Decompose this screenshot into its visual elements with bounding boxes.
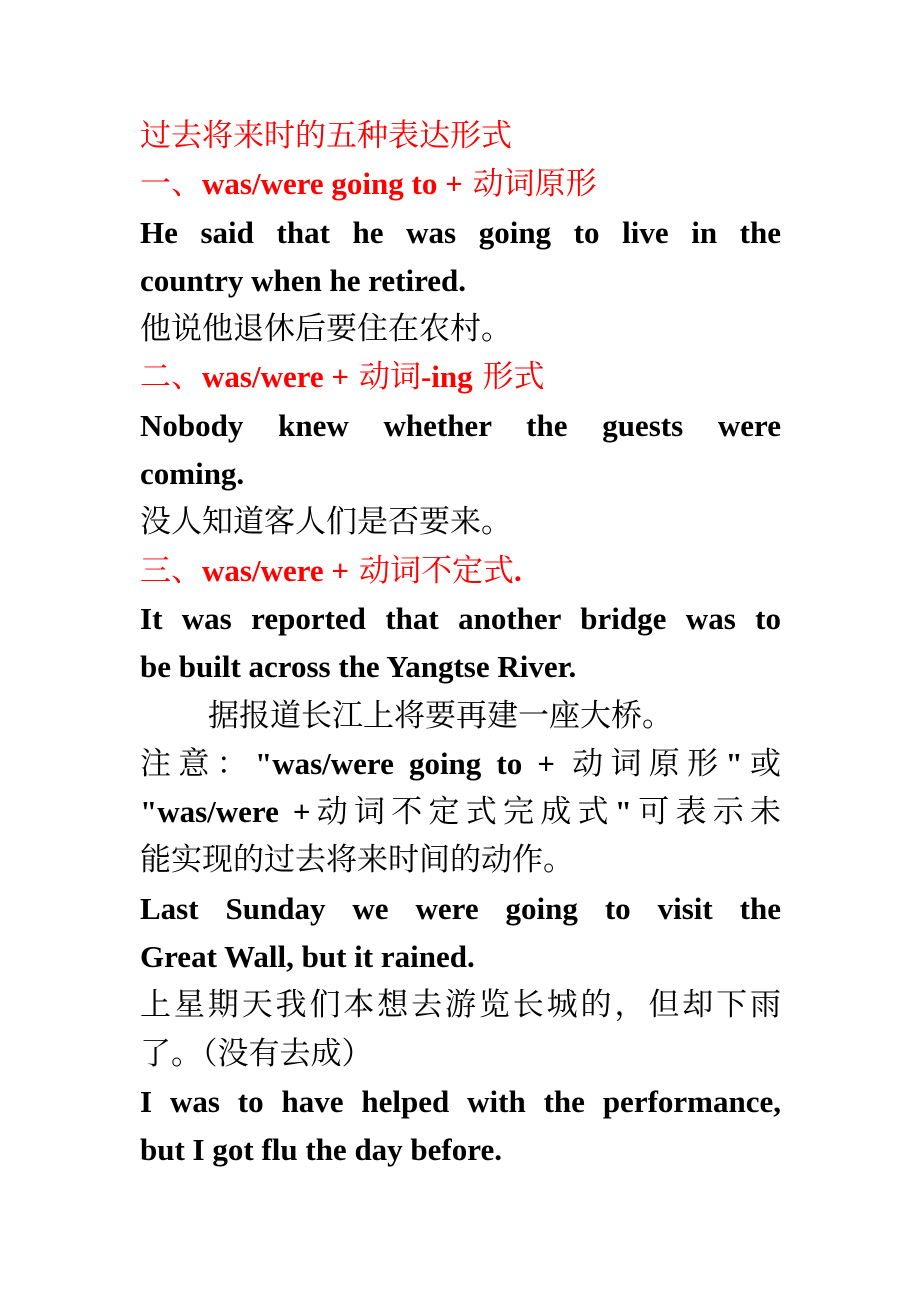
heading-chinese-suffix: 形式 [482, 359, 545, 396]
example-sentence-en: It was reported that another bridge was to [140, 600, 781, 636]
example-sentence-en-cont: Great Wall, but it rained. [140, 939, 475, 975]
document-page [140, 112, 781, 1175]
note-english: "was/were going to + [254, 745, 555, 781]
heading-chinese: 动词原形 [472, 166, 597, 203]
heading-number: 二、 [140, 359, 202, 396]
note-line-1 [140, 740, 781, 788]
note-quote: " [614, 794, 633, 830]
heading-english: was/were going to + [202, 166, 463, 202]
heading-chinese: 动词 [358, 359, 421, 396]
section-heading-3 [140, 547, 781, 595]
example-translation-cn: 上星期天我们本想去游览长城的，但却下雨 [140, 987, 781, 1024]
example-sentence-en-cont: coming. [140, 456, 245, 492]
example-sentence-en: I was to have helped with the performance, [140, 1083, 781, 1119]
example-translation-cn: 据报道长江上将要再建一座大桥。 [208, 697, 673, 734]
section-heading-2 [140, 353, 781, 401]
example-sentence-en-cont: be built across the Yangtse River. [140, 649, 577, 685]
heading-chinese: 动词不定式 [358, 552, 514, 589]
note-line-3: 能实现的过去将来时间的动作。 [140, 842, 574, 879]
heading-english: was/were + [202, 552, 350, 588]
note-chinese: 动词不定式完成式 [310, 794, 615, 831]
note-label: 注意： [140, 745, 255, 782]
example-sentence-en-cont: but I got flu the day before. [140, 1132, 502, 1168]
heading-number: 三、 [140, 552, 202, 589]
note-or: 或 [742, 745, 781, 782]
note-chinese: 动词原形 [572, 745, 726, 782]
example-sentence-en: Last Sunday we were going to visit the [140, 890, 781, 926]
example-translation-cn-cont: 了。（没有去成） [140, 1035, 373, 1072]
document-title: 过去将来时的五种表达形式 [140, 118, 512, 154]
example-sentence-en: Nobody knew whether the guests were [140, 407, 781, 443]
note-quote: " [725, 745, 743, 781]
example-translation-cn: 没人知道客人们是否要来。 [140, 504, 512, 541]
note-line-2 [140, 788, 781, 836]
heading-period: . [513, 552, 522, 588]
note-tail: 可表示未 [632, 794, 782, 831]
heading-english: was/were + [202, 359, 350, 395]
example-sentence-en: He said that he was going to live in the [140, 214, 781, 250]
example-translation-cn: 他说他退休后要住在农村。 [140, 311, 512, 348]
note-english: "was/were + [140, 794, 311, 830]
heading-english-suffix: -ing [420, 359, 473, 395]
example-sentence-en-cont: country when he retired. [140, 262, 467, 298]
section-heading-1 [140, 160, 781, 208]
heading-number: 一、 [140, 166, 202, 203]
